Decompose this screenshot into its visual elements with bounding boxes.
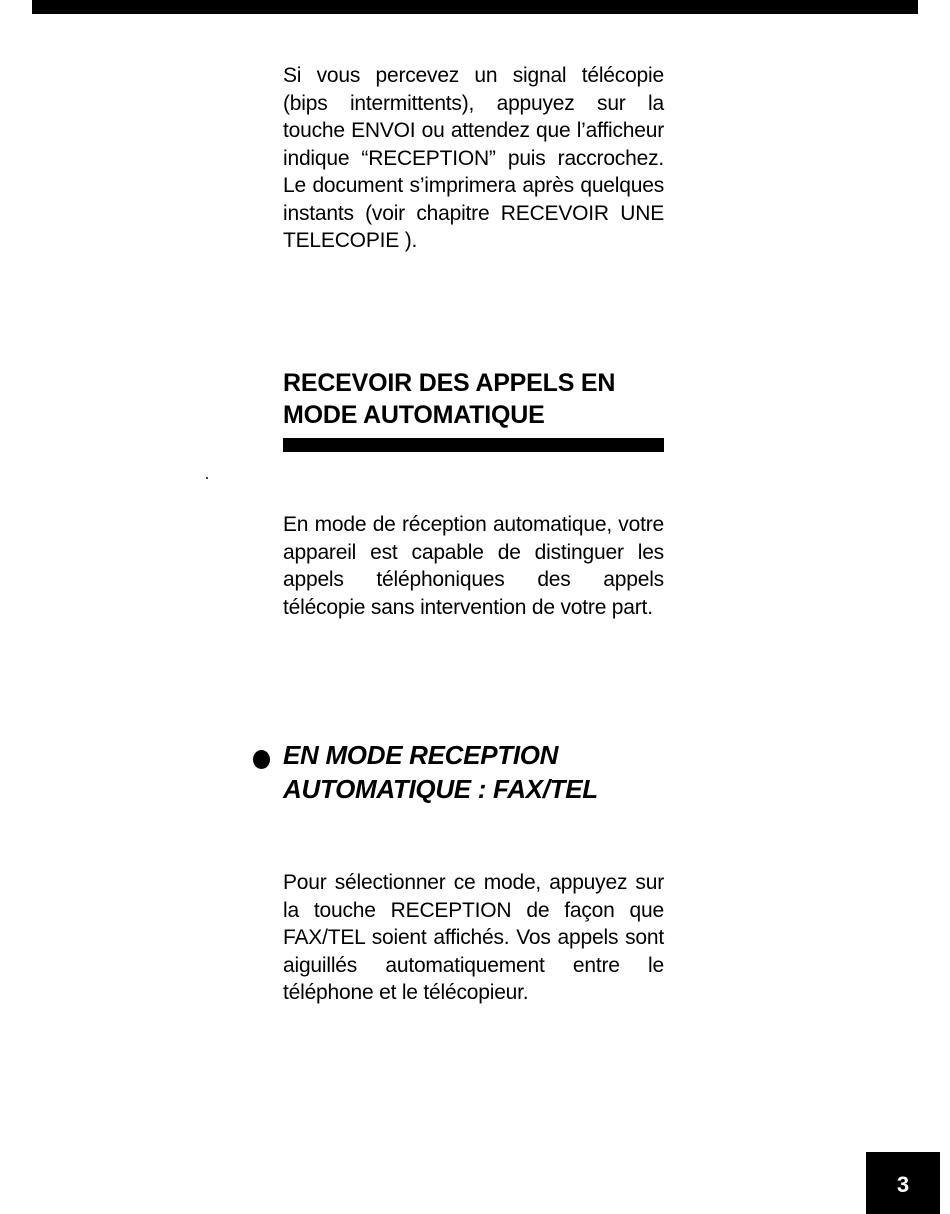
intro-paragraph: Si vous percevez un signal télécopie (bips intermittents), appuyez sur la touche ENVOI ou attendez que l’afficheur indique “RECEPTION” puis raccrochez. Le document s’imprimera après quelques instants (voir chapitre RECEVOIR UNE TELECOPIE ). [283, 64, 664, 252]
section-paragraph: En mode de réception automatique, votre appareil est capable de distinguer les appels téléphoniques des appels télécopie sans intervention de votre part. [283, 513, 664, 619]
section-heading: RECEVOIR DES APPELS EN MODE AUTOMATIQUE [283, 369, 616, 429]
subsection-heading [283, 738, 683, 806]
page-number: 3 [896, 1172, 910, 1197]
subsection-paragraph: Pour sélectionner ce mode, appuyez sur la touche RECEPTION de façon que FAX/TEL soient affichés. Vos appels sont aiguillés automatiquement entre le téléphone et le télécopieur. [283, 871, 664, 1004]
section-heading-rule [283, 438, 664, 452]
scan-speck [206, 477, 208, 479]
top-rule [32, 0, 918, 14]
subsection-heading-line2: AUTOMATIQUE : FAX/TEL [283, 774, 598, 804]
bullet-dot-icon [253, 750, 270, 769]
subsection-heading-line1: EN MODE RECEPTION [283, 740, 559, 770]
page-number-box [866, 1152, 940, 1214]
